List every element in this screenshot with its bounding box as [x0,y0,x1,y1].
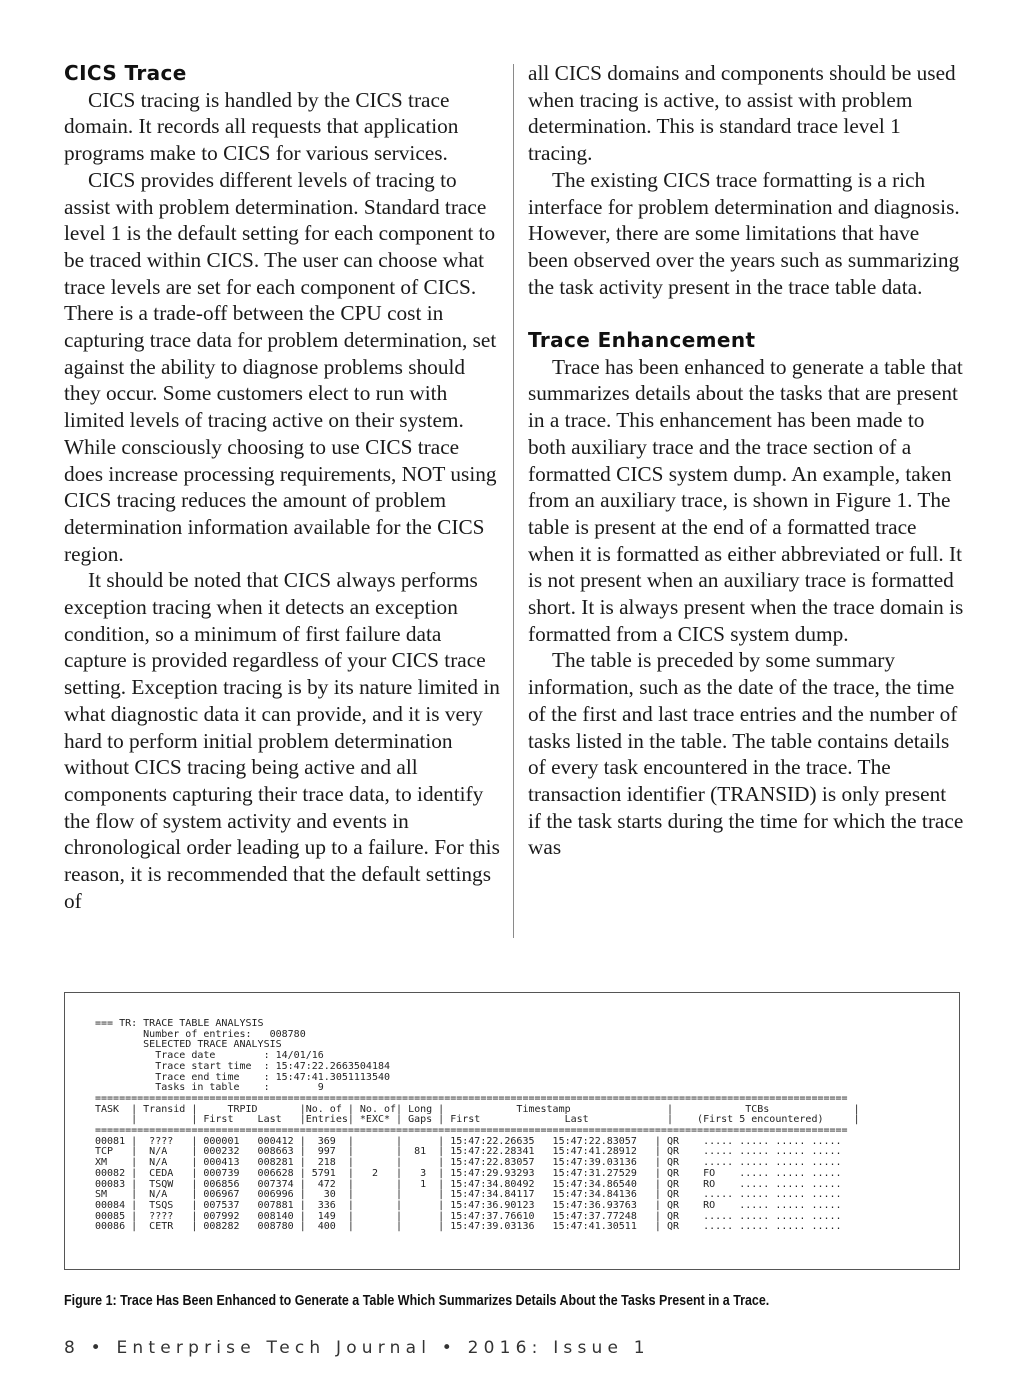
terminal-line: 00082 | CEDA | 000739 006628 | 5791 | 2 | 3 | 15:47:29.93293 15:47:31.27529 | QR FO ..... ..... ..... [95,1167,842,1179]
terminal-line: ============================================================================================================================= [95,1125,848,1137]
terminal-line: Trace start time : 15:47:22.2663504184 [95,1060,391,1072]
right-column [528,60,964,861]
terminal-line: Tasks in table : 9 [95,1082,324,1094]
body-paragraph-continuation: all CICS domains and components should be used when tracing is active, to assist with problem determination. This is standard trace level 1 tracing. [528,61,956,166]
terminal-line: Trace end time : 15:47:41.3051113540 [95,1071,391,1083]
body-paragraph: It should be noted that CICS always performs exception tracing when it detects an exception condition, so a minimum of first failure data capture is provided regardless of your CICS trace setting. Exception tracing is by its nature limited in what diagnostic data it can provide, and it is very hard to perform initial problem determination without CICS tracing being active and all components capturing their trace data, to identify the flow of system activity and events in chronological order leading up to a failure. For this reason, it is recommended that the default settings of [64,568,500,913]
left-column [64,60,500,915]
body-paragraph: The table is preceded by some summary information, such as the date of the trace, the time of the first and last trace entries and the number of tasks listed in the table. The table contains details of every task encountered in the trace. The transaction identifier (TRANSID) is only present if the task starts during the time for which the trace was [528,648,964,860]
body-paragraph: CICS provides different levels of tracing to assist with problem determination. Standard trace level 1 is the default setting for each component to be traced within CICS. The user can choose what trace levels are set for each component of CICS. There is a trade-off between the CPU cost in capturing trace data for problem determination, set against the ability to diagnose problems should they occur. Some customers elect to run with limited levels of tracing active on their system. While consciously choosing to use CICS trace does increase processing requirements, NOT using CICS tracing reduces the amount of problem determination information available for the CICS region. [64,167,497,566]
terminal-line: TCP | N/A | 000232 008663 | 997 | | 81 | 15:47:22.28341 15:47:41.28912 | QR ..... ..... ..... ..... [95,1146,842,1158]
section-heading-trace-enhancement: Trace Enhancement [528,328,756,353]
section-heading-cics-trace: CICS Trace [64,61,187,85]
column-divider [513,64,514,938]
terminal-line: 00086 | CETR | 008282 008780 | 400 | | | 15:47:39.03136 15:47:41.30511 | QR ..... ..... ..... ..... [95,1221,842,1233]
terminal-line: 00081 | ???? | 000001 000412 | 369 | | | 15:47:22.26635 15:47:22.83057 | QR ..... ..... ..... ..... [95,1135,842,1147]
terminal-line: ============================================================================================================================= [95,1092,848,1104]
trace-table-terminal-output [95,1019,860,1233]
terminal-line: | | First Last |Entries| *EXC* | Gaps | First Last | (First 5 encountered) | [95,1114,860,1126]
terminal-line: 00084 | TSQS | 007537 007881 | 336 | | | 15:47:36.90123 15:47:36.93763 | QR RO ..... ..... ..... [95,1199,842,1211]
body-paragraph: CICS tracing is handled by the CICS trace domain. It records all requests that application programs make to CICS for various services. [64,87,459,166]
body-paragraph: Trace has been enhanced to generate a table that summarizes details about the tasks that are present in a trace. This enhancement has been made to both auxiliary trace and the trace section of a formatted CICS system dump. An example, taken from an auxiliary trace, is shown in Figure 1. The table is present at the end of a formatted trace when it is formatted as either abbreviated or full. It is not present when an auxiliary trace is formatted short. It is always present when the trace domain is formatted from a CICS system dump. [528,354,964,646]
figure-caption: Figure 1: Trace Has Been Enhanced to Generate a Table Which Summarizes Details About the Tasks Present in a Trace. [64,1293,770,1309]
terminal-line: 00085 | ???? | 007992 008140 | 149 | | | 15:47:37.76610 15:47:37.77248 | QR ..... ..... ..... ..... [95,1210,842,1222]
terminal-line: Number of entries: 008780 [95,1028,306,1040]
terminal-line: === TR: TRACE TABLE ANALYSIS [95,1018,264,1029]
terminal-line: 00083 | TSQW | 006856 007374 | 472 | | 1 | 15:47:34.80492 15:47:34.86540 | QR RO ..... ..... ..... [95,1178,842,1190]
terminal-line: Trace date : 14/01/16 [95,1050,324,1062]
terminal-line: SM | N/A | 006967 006996 | 30 | | | 15:47:34.84117 15:47:34.84136 | QR ..... ..... ..... ..... [95,1189,842,1201]
body-paragraph: The existing CICS trace formatting is a rich interface for problem determination and diagnosis. However, there are some limitations that have been observed over the years such as summarizing the task activity present in the trace table data. [528,167,960,299]
figure-1-trace-table-screenshot [64,992,960,1270]
terminal-line: TASK | Transid | TRPID |No. of | No. of| Long | Timestamp | TCBs | [95,1103,860,1115]
terminal-line: XM | N/A | 000413 008281 | 218 | | | 15:47:22.83057 15:47:39.03136 | QR ..... ..... ..... ..... [95,1157,842,1169]
page-footer: 8 • Enterprise Tech Journal • 2016: Issue 1 [64,1338,650,1358]
terminal-line: SELECTED TRACE ANALYSIS [95,1039,282,1051]
